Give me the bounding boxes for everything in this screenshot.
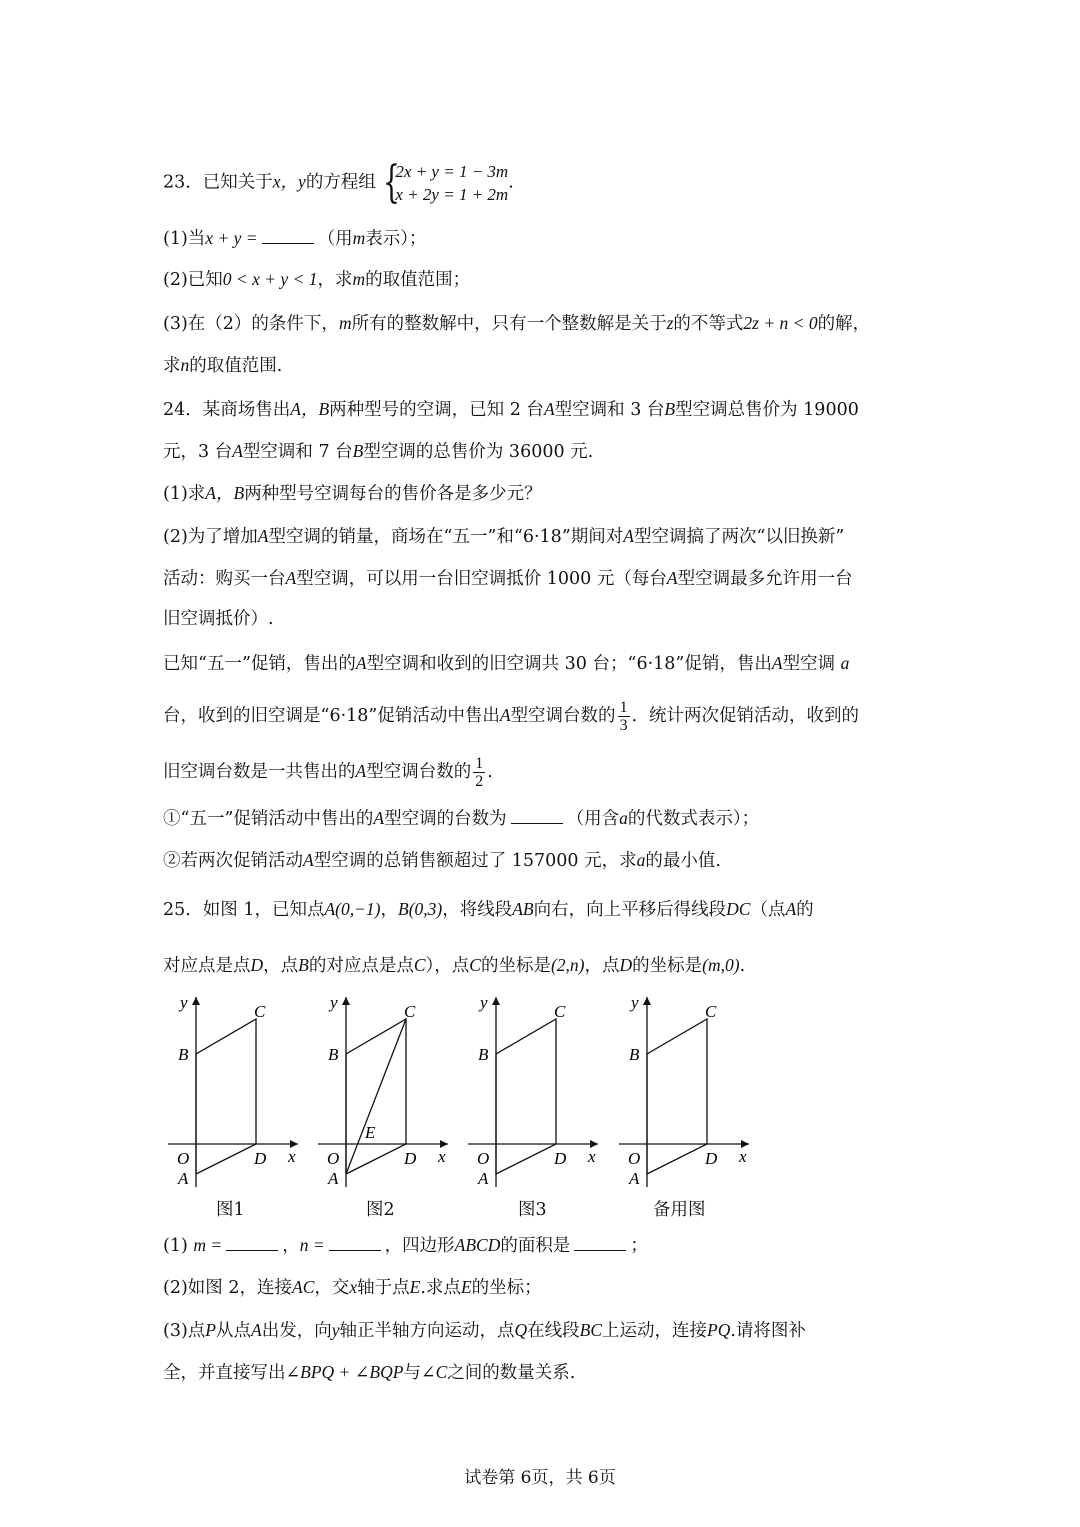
q24-known-line2: 台，收到的旧空调是“6·18”促销活动中售出A型空调台数的 $\frac{1}{3}$ ．统计两次促销活动，收到的 (163, 699, 860, 734)
x-axis-label: x (588, 1147, 596, 1166)
point-c-label: C (404, 1002, 416, 1021)
origin-label: O (177, 1149, 190, 1168)
figure-2 (313, 992, 453, 1196)
equation-2: x + 2y = 1 + 2m (395, 185, 509, 204)
y-axis-label: y (180, 993, 188, 1012)
q25-stem-line1: 25．如图 1，已知点A(0,−1)，B(0,3)，将线段AB向右，向上平移后得线段DC（点A的 (163, 899, 814, 920)
origin-label: O (477, 1149, 490, 1168)
answer-blank (262, 227, 314, 244)
point-c-label: C (554, 1002, 566, 1021)
x-axis-label: x (288, 1147, 296, 1166)
point-a-label: A (178, 1169, 189, 1188)
x-axis-label: x (438, 1147, 446, 1166)
q23-part3-line1: (3)在（2）的条件下，m所有的整数解中，只有一个整数解是关于z的不等式2z + n < 0的解， (163, 313, 871, 334)
q23-part2: (2)已知0 < x + y < 1，求m的取值范围； (163, 269, 471, 290)
fraction-one-third: $\frac{1}{3}$ (619, 699, 628, 734)
point-a-label: A (328, 1169, 339, 1188)
point-c-label: C (254, 1002, 266, 1021)
q23-stem: 23．已知关于x，y的方程组 { 2x + y = 1 − 3m x + 2y = 1 + 2m . (163, 157, 514, 208)
q25-part1: (1) m = ，n = ，四边形ABCD的面积是 ； (163, 1235, 648, 1256)
answer-blank (511, 807, 563, 824)
q25-stem-line2: 对应点是点D，点B的对应点是点C），点C的坐标是(2,n)，点D的坐标是(m,0). (163, 955, 746, 976)
figure-spare (614, 992, 754, 1196)
q24-stem-line2: 元，3 台A型空调和 7 台B型空调的总售价为 36000 元. (163, 441, 594, 462)
fraction-one-half: $\frac{1}{2}$ (475, 755, 484, 790)
q24-part2-line1: (2)为了增加A型空调的销量，商场在“五一”和“6·18”期间对A型空调搞了两次“以旧换新” (163, 526, 845, 547)
figure-1-caption: 图1 (216, 1200, 245, 1220)
point-d-label: D (404, 1149, 417, 1168)
q24-known-line1: 已知“五一”促销，售出的A型空调和收到的旧空调共 30 台；“6·18”促销，售出A型空调 a (163, 653, 850, 674)
figure-3-caption: 图3 (518, 1200, 547, 1220)
y-axis-label: y (480, 993, 488, 1012)
q24-known-line3: 旧空调台数是一共售出的A型空调台数的 $\frac{1}{2}$ . (163, 755, 493, 790)
q24-sub1: ①“五一”促销活动中售出的A型空调的台数为 （用含a的代数式表示）； (163, 808, 760, 829)
figure-spare-caption: 备用图 (653, 1200, 706, 1220)
q24-part2-line3: 旧空调抵价）. (163, 609, 274, 629)
answer-blank-area (574, 1234, 626, 1251)
answer-blank-n (329, 1234, 381, 1251)
point-a-label: A (478, 1169, 489, 1188)
point-b-label: B (328, 1045, 339, 1064)
q23-part1: (1)当x + y = （用m表示）； (163, 228, 427, 249)
q24-stem-line1: 24．某商场售出A，B两种型号的空调，已知 2 台A型空调和 3 台B型空调总售价为 19000 (163, 399, 859, 420)
page-footer: 试卷第 6页，共 6页 (464, 1468, 616, 1488)
point-a-label: A (629, 1169, 640, 1188)
origin-label: O (327, 1149, 340, 1168)
origin-label: O (628, 1149, 641, 1168)
point-b-label: B (629, 1045, 640, 1064)
equation-system: { 2x + y = 1 − 3m x + 2y = 1 + 2m (383, 157, 509, 208)
q25-part3-line1: (3)点P从点A出发，向y轴正半轴方向运动，点Q在线段BC上运动，连接PQ.请将图补 (163, 1320, 806, 1341)
q24-sub2: ②若两次促销活动A型空调的总销售额超过了 157000 元，求a的最小值. (163, 850, 721, 871)
point-d-label: D (705, 1149, 718, 1168)
q24-part2-line2: 活动：购买一台A型空调，可以用一台旧空调抵价 1000 元（每台A型空调最多允许用一台 (163, 568, 853, 589)
q23-part3-line2: 求n的取值范围. (163, 355, 283, 376)
q25-part3-line2: 全，并直接写出∠BPQ + ∠BQP与∠C之间的数量关系. (163, 1362, 576, 1383)
equation-1: 2x + y = 1 − 3m (395, 162, 509, 181)
figure-1 (163, 992, 303, 1196)
q25-part2: (2)如图 2，连接AC，交x轴于点E.求点E的坐标； (163, 1277, 542, 1298)
point-d-label: D (554, 1149, 567, 1168)
figure-2-caption: 图2 (366, 1200, 395, 1220)
y-axis-label: y (330, 993, 338, 1012)
point-c-label: C (705, 1002, 717, 1021)
point-b-label: B (178, 1045, 189, 1064)
q24-part1: (1)求A，B两种型号空调每台的售价各是多少元？ (163, 483, 542, 504)
answer-blank-m (226, 1234, 278, 1251)
point-e-label: E (365, 1123, 376, 1142)
point-d-label: D (254, 1149, 267, 1168)
point-b-label: B (478, 1045, 489, 1064)
x-axis-label: x (739, 1147, 747, 1166)
figure-3 (463, 992, 603, 1196)
y-axis-label: y (631, 993, 639, 1012)
